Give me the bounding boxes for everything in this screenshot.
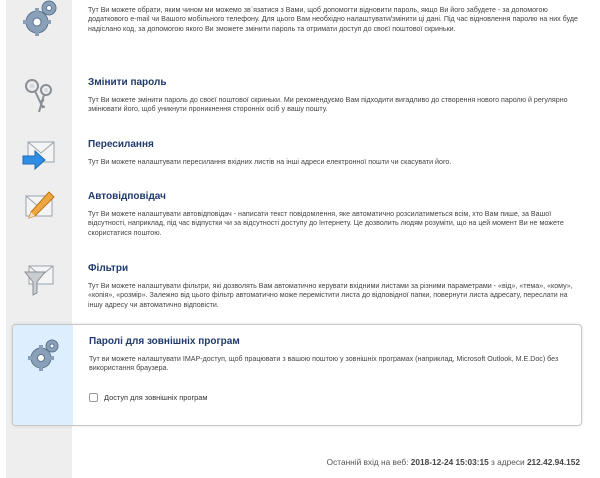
keys-icon — [19, 76, 59, 116]
section-recovery-contacts[interactable] — [6, 0, 590, 56]
section-title[interactable]: Змінити пароль — [88, 77, 167, 88]
external-access-checkbox[interactable] — [89, 393, 98, 402]
forward-envelope-icon — [19, 138, 59, 174]
last-login-prefix: Останній вхід на веб: — [326, 457, 409, 467]
last-login-ip: 212.42.94.152 — [526, 457, 580, 467]
section-filters[interactable] — [6, 262, 590, 322]
section-icon-cell — [6, 76, 72, 126]
external-access-checkbox-row[interactable] — [89, 393, 575, 402]
section-description: Тут Ви можете налаштувати автовідповідач - написати текст повідомлення, яке автоматично розсилатиметься всім, хто Вам пише, за Вашої відсутності, наприклад, під час відпустки чи за відсутності доступу до Інтернету. Це дозволить людям розуміти, що на цей момент Ви не можете скористатися поштою. — [88, 210, 564, 237]
section-title[interactable]: Паролі для зовнішніх програм — [89, 336, 240, 347]
section-description: Тут Ви можете налаштувати пересилання вхідних листів на інші адреси електронної пошти чи скасувати його. — [88, 158, 452, 166]
section-icon-cell — [6, 0, 72, 56]
section-description: Тут ви можете налаштувати IMAP-доступ, щоб працювати з вашою поштою у зовнішніх програмах (наприклад, Microsoft Outlook, M.E.Doc) без використання браузера. — [89, 355, 559, 373]
section-forwarding[interactable] — [6, 138, 590, 178]
section-icon-cell — [6, 138, 72, 178]
section-title[interactable] — [88, 0, 584, 1]
section-change-password[interactable] — [6, 76, 590, 126]
section-icon-cell — [6, 262, 72, 322]
last-login-datetime: 2018-12-24 15:03:15 — [410, 457, 489, 467]
last-login-middle: з адреси — [491, 457, 525, 467]
last-login-info — [327, 457, 580, 467]
funnel-envelope-icon — [19, 262, 59, 298]
pencil-envelope-icon — [19, 190, 59, 226]
section-description: Тут Ви можете налаштувати фільтри, які дозволять Вам автоматично керувати вхідними листами за різними параметрами - «від», «тема», «кому», «копія», «розмір». Залежно від цього фільтр автоматично може перемістити листа до відповідної папки, повернути листа адресату, переслати на іншу адресу чи автоматично відповісти. — [88, 282, 573, 309]
gears-icon — [23, 338, 63, 372]
section-icon-cell — [6, 190, 72, 250]
section-autoresponder[interactable] — [6, 190, 590, 250]
gears-icon — [19, 0, 59, 40]
external-access-checkbox-label[interactable]: Доступ для зовнішніх програм — [104, 392, 208, 402]
section-icon-cell-selected — [13, 325, 73, 425]
section-title[interactable]: Автовідповідач — [88, 191, 166, 202]
section-title[interactable]: Пересилання — [88, 139, 154, 150]
section-description: Тут Ви можете змінити пароль до своєї поштової скриньки. Ми рекомендуємо Вам підходити вигадливо до створення нового паролю й регулярно змінювати його, щоб уникнути проникнення сторонніх осіб у вашу пошту. — [88, 96, 568, 114]
section-external-app-passwords[interactable] — [12, 324, 582, 426]
section-description: Тут Ви можете обрати, яким чином ми можемо зв`язатися з Вами, щоб допомогти відновити пароль, якщо Ви його забудете - за допомогою додаткового e-mail чи Вашого мобільного телефону. Для цього Вам необхідно налаштувати/змінити ці дані. Під час відновлення паролю на них буде надіслано код, за допомогою якого Ви зможете змінити пароль та отримати доступ до своєї поштової скриньки. — [88, 6, 578, 33]
section-title[interactable]: Фільтри — [88, 263, 129, 274]
